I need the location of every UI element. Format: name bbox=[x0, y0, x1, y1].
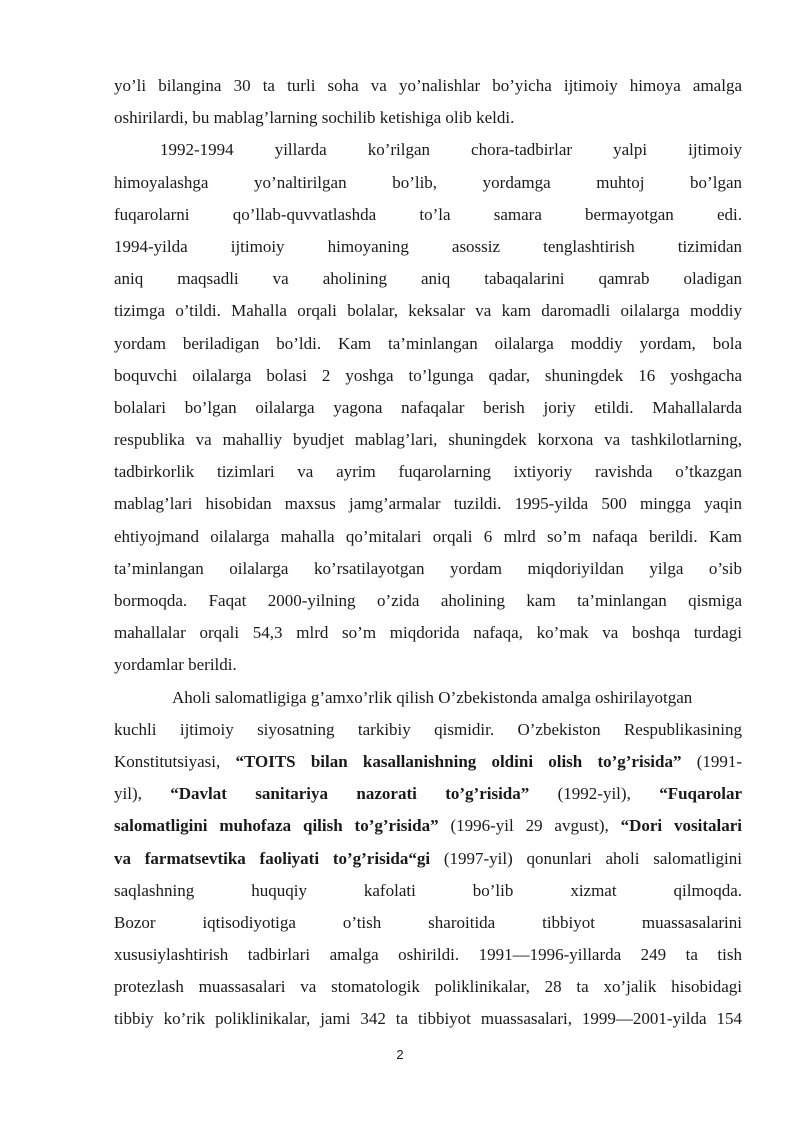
text-line: tibbiy ko’rik poliklinikalar, jami 342 ta tibbiyot muassasalari, 1999—2001-yilda 154 bbox=[114, 1009, 742, 1029]
text-run: (1997-yil) qonunlari aholi salomatligini bbox=[443, 848, 742, 868]
text-line: oshirilardi, bu mablag’larning sochilib ketishiga olib keldi. bbox=[114, 108, 515, 128]
text-line: tadbirkorlik tizimlari va ayrim fuqarolarning ixtiyoriy ravishda o’tkazgan bbox=[114, 462, 742, 482]
text-line: protezlash muassasalari va stomatologik poliklinikalar, 28 ta xo’jalik hisobidagi bbox=[114, 977, 742, 997]
text-line: bolalari bo’lgan oilalarga yagona nafaqalar berish joriy etildi. Mahallalarda bbox=[114, 397, 742, 417]
text-run: yil), bbox=[114, 784, 142, 804]
text-run: Konstitutsiyasi, bbox=[114, 751, 221, 771]
text-line bbox=[114, 810, 742, 842]
text-line: bormoqda. Faqat 2000-yilning o’zida aholining kam ta’minlangan qismiga bbox=[114, 591, 742, 610]
text-line bbox=[114, 778, 742, 810]
text-line: xususiylashtirish tadbirlari amalga oshirildi. 1991—1996-yillarda 249 ta tish bbox=[114, 945, 742, 965]
law-title: salomatligini muhofaza qilish to’g’risida” bbox=[114, 816, 439, 836]
text-line: yordamlar berildi. bbox=[114, 655, 237, 675]
text-line: respublika va mahalliy byudjet mablag’lari, shuningdek korxona va tashkilotlarning, bbox=[114, 430, 742, 450]
text-run: (1992-yil), bbox=[557, 784, 631, 804]
text-line: saqlashning huquqiy kafolati bo’lib xizmat qilmoqda. bbox=[114, 880, 742, 900]
text-line: kuchli ijtimoiy siyosatning tarkibiy qismidir. O’zbekiston Respublikasining bbox=[114, 719, 742, 739]
text-run: (1991- bbox=[696, 751, 743, 771]
text-line: yo’li bilangina 30 ta turli soha va yo’nalishlar bo’yicha ijtimoiy himoya amalga bbox=[114, 76, 742, 95]
text-line bbox=[114, 843, 742, 875]
law-title: “Davlat sanitariya nazorati to’g’risida” bbox=[170, 784, 530, 804]
text-line: tizimga o’tildi. Mahalla orqali bolalar, keksalar va kam daromadli oilalarga moddiy bbox=[114, 301, 742, 321]
text-line: mahallalar orqali 54,3 mlrd so’m miqdorida nafaqa, ko’mak va boshqa turdagi bbox=[114, 623, 742, 643]
text-run: (1996-yil 29 avgust), bbox=[450, 816, 609, 836]
text-line: ehtiyojmand oilalarga mahalla qo’mitalari orqali 6 mlrd so’m nafaqa berildi. Kam bbox=[114, 526, 742, 546]
text-line: yordam beriladigan bo’ldi. Kam ta’minlangan oilalarga moddiy yordam, bola bbox=[114, 333, 742, 353]
text-line: Bozor iqtisodiyotiga o’tish sharoitida tibbiyot muassasalarini bbox=[114, 912, 742, 932]
text-line: fuqarolarni qo’llab-quvvatlashda to’la samara bermayotgan edi. bbox=[114, 204, 742, 224]
page-number: 2 bbox=[396, 1047, 404, 1062]
law-title: “Dori vositalari bbox=[620, 816, 742, 836]
text-line bbox=[114, 746, 742, 778]
paragraph-first-line: 1992-1994 yillarda ko’rilgan chora-tadbirlar yalpi ijtimoiy bbox=[160, 140, 742, 160]
text-line: 1994-yilda ijtimoiy himoyaning asossiz tenglashtirish tizimidan bbox=[114, 236, 742, 256]
paragraph-first-line: Aholi salomatligiga g’amxo’rlik qilish O’zbekistonda amalga oshirilayotgan bbox=[172, 687, 693, 707]
text-line: aniq maqsadli va aholining aniq tabaqalarini qamrab oladigan bbox=[114, 269, 742, 289]
text-line: boquvchi oilalarga bolasi 2 yoshga to’lgunga qadar, shuningdek 16 yoshgacha bbox=[114, 365, 742, 385]
text-line: ta’minlangan oilalarga ko’rsatilayotgan yordam miqdoriyildan yilga o’sib bbox=[114, 558, 742, 578]
body-text bbox=[114, 70, 742, 1036]
text-line: mablag’lari hisobidan maxsus jamg’armalar tuzildi. 1995-yilda 500 mingga yaqin bbox=[114, 494, 742, 514]
text-line: himoyalashga yo’naltirilgan bo’lib, yordamga muhtoj bo’lgan bbox=[114, 172, 742, 192]
law-title: “TOITS bilan kasallanishning oldini olish to’g’risida” bbox=[235, 751, 682, 771]
law-title: va farmatsevtika faoliyati to’g’risida“gi bbox=[114, 848, 431, 868]
law-title: “Fuqarolar bbox=[659, 784, 743, 804]
